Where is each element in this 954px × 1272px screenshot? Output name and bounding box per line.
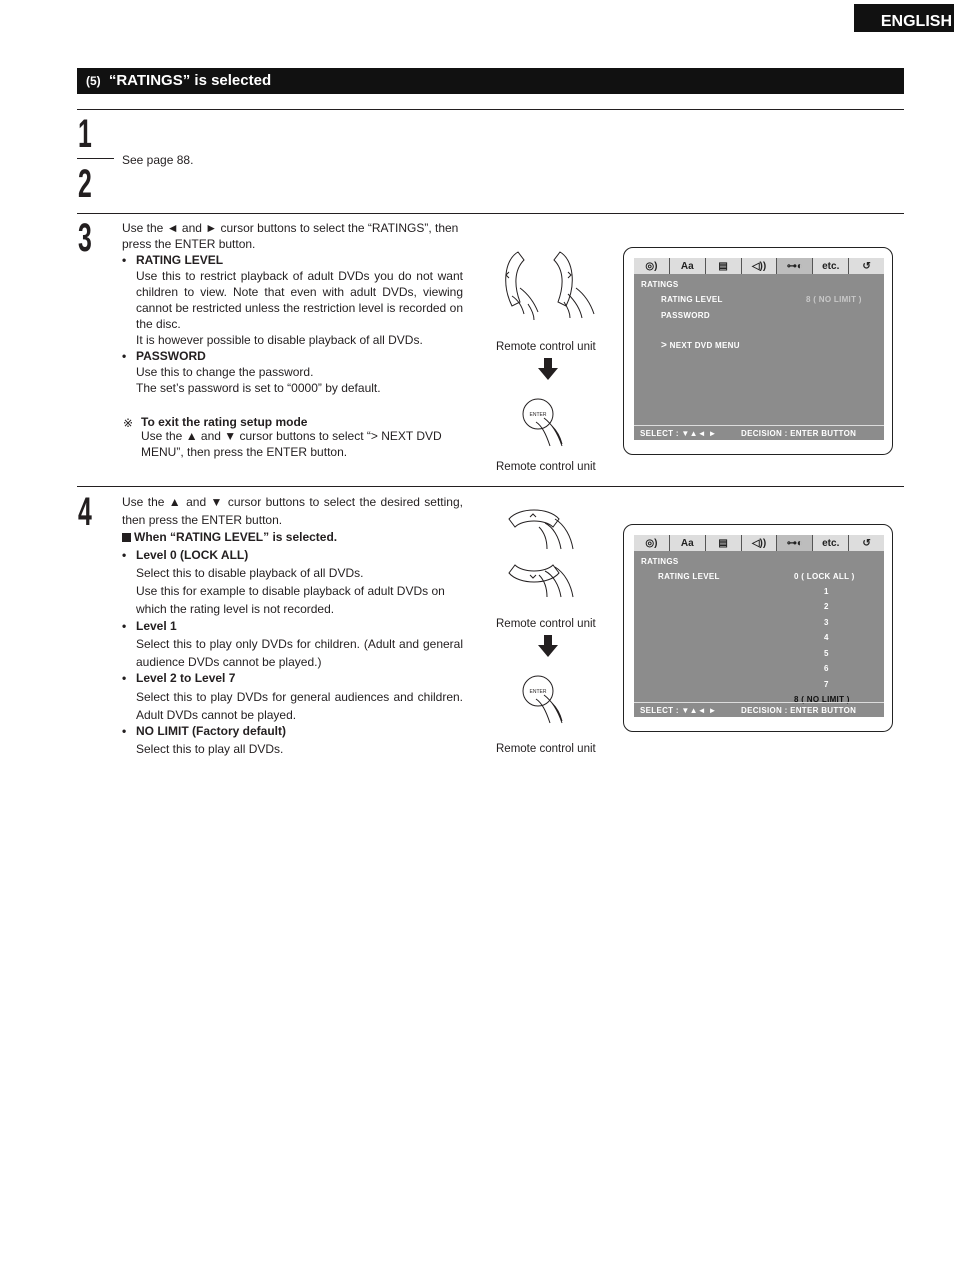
level27-heading: • Level 2 to Level 7	[136, 670, 235, 686]
osd-tab-audio-icon: ◁))	[742, 258, 778, 274]
password-heading: • PASSWORD	[136, 348, 206, 364]
osd-tab-disc-icon: ◎)	[634, 258, 670, 274]
osd2-option-6: 6	[824, 664, 829, 673]
osd2-option-7: 7	[824, 680, 829, 689]
osd-tabbar-1	[634, 258, 884, 274]
exit-heading: To exit the rating setup mode	[141, 415, 308, 429]
osd2-tab-ratings-icon: ⊶◐	[777, 535, 813, 551]
osd2-tab-etc-icon: etc.	[813, 535, 849, 551]
osd-tabbar-2	[634, 535, 884, 551]
rule-short	[77, 158, 114, 159]
step-number-1: 1	[78, 112, 92, 156]
osd-tab-return-icon: ↺	[862, 260, 871, 272]
see-page-note: See page 88.	[122, 153, 194, 167]
down-arrow-icon-2	[538, 635, 558, 657]
osd2-option-3: 3	[824, 618, 829, 627]
section-number: (5)	[86, 74, 101, 88]
step3-intro: Use the ◄ and ► cursor buttons to select the “RATINGS”, then press the ENTER button.	[122, 221, 459, 251]
osd2-footer	[634, 702, 884, 717]
language-tab: ENGLISH	[854, 4, 954, 32]
level0-text-2: Use this for example to disable playback of adult DVDs on which the rating level is not recorded.	[136, 584, 445, 616]
password-text-2: The set’s password is set to “0000” by default.	[136, 381, 381, 395]
caption-remote-1: Remote control unit	[496, 341, 596, 353]
level27-text: Select this to play DVDs for general audiences and children. Adult DVDs cannot be played.	[136, 690, 463, 722]
osd2-tab-disc-icon: ◎)	[634, 535, 670, 551]
osd-tab-display-icon: ▤	[706, 258, 742, 274]
step4-intro: Use the ▲ and ▼ cursor buttons to select the desired setting, then press the ENTER button.	[122, 495, 463, 527]
when-rating-level-text: When “RATING LEVEL” is selected.	[134, 530, 338, 544]
osd-screen-rating-level	[623, 524, 893, 732]
square-bullet-icon	[122, 533, 131, 542]
note-mark-icon: ※	[123, 416, 134, 430]
enter-label-2: ENTER	[529, 689, 547, 695]
osd2-tab-audio-icon: ◁))	[742, 535, 778, 551]
osd1-password: PASSWORD	[661, 311, 710, 320]
level0-heading: • Level 0 (LOCK ALL)	[136, 547, 248, 563]
rating-level-text-2: It is however possible to disable playback of all DVDs.	[136, 333, 423, 347]
chevron-right-icon: >	[661, 340, 668, 351]
step-number-3: 3	[78, 216, 92, 260]
osd2-decision-hint: DECISION : ENTER BUTTON	[741, 706, 857, 715]
osd2-tab-language-icon: Aa	[670, 535, 706, 551]
when-rating-level	[122, 529, 337, 545]
osd1-next-menu	[661, 340, 740, 351]
osd2-option-1: 1	[824, 587, 829, 596]
caption-remote-3: Remote control unit	[496, 618, 596, 630]
osd1-decision-hint: DECISION : ENTER BUTTON	[741, 429, 857, 438]
level0-text: Select this to disable playback of all DVDs.	[136, 566, 364, 580]
osd2-tab-return-icon: ↺	[862, 537, 871, 549]
osd2-option-8-selected: 8 ( NO LIMIT )	[794, 695, 850, 704]
section-title: “RATINGS” is selected	[108, 72, 272, 89]
enter-button-illustration	[518, 396, 574, 452]
level1-heading: • Level 1	[136, 618, 177, 634]
osd1-heading: RATINGS	[641, 280, 679, 289]
osd1-select-hint: SELECT : ▼▲◄ ►	[640, 429, 717, 438]
level1-text: Select this to play only DVDs for children. (Adult and general audience DVDs cannot be played.)	[136, 637, 463, 669]
osd2-heading: RATINGS	[641, 557, 679, 566]
caption-remote-4: Remote control unit	[496, 743, 596, 755]
nolimit-heading: • NO LIMIT (Factory default)	[136, 723, 286, 739]
osd2-option-0: 0 ( LOCK ALL )	[794, 572, 855, 581]
osd2-option-2: 2	[824, 602, 829, 611]
enter-button-illustration-2	[518, 673, 574, 729]
hands-up-down-illustration	[505, 505, 580, 607]
osd1-next-menu-text: NEXT DVD MENU	[669, 341, 740, 350]
rule-step4	[77, 486, 904, 487]
down-arrow-icon	[538, 358, 558, 380]
osd2-option-4: 4	[824, 633, 829, 642]
section-header	[77, 68, 904, 94]
rating-level-text: Use this to restrict playback of adult DVDs you do not want children to view. Note that even with adult DVDs, viewing cannot be restricted unless the restriction level is recorded on the disc.	[136, 269, 463, 331]
exit-text: Use the ▲ and ▼ cursor buttons to select “> NEXT DVD MENU”, then press the ENTER button.	[141, 429, 442, 459]
enter-label: ENTER	[529, 412, 547, 418]
osd-tab-etc-icon: etc.	[813, 258, 849, 274]
hands-left-right-illustration	[498, 246, 604, 326]
osd-tab-ratings-icon: ⊶◐	[777, 258, 813, 274]
osd2-select-hint: SELECT : ▼▲◄ ►	[640, 706, 717, 715]
step-number-4: 4	[78, 490, 92, 534]
rule-step3	[77, 213, 904, 214]
osd1-footer	[634, 425, 884, 440]
caption-remote-2: Remote control unit	[496, 461, 596, 473]
nolimit-text: Select this to play all DVDs.	[136, 742, 284, 756]
rule-top	[77, 109, 904, 110]
osd2-rating-level: RATING LEVEL	[658, 572, 720, 581]
osd2-option-5: 5	[824, 649, 829, 658]
osd-screen-ratings	[623, 247, 893, 455]
osd-display-1	[634, 258, 884, 440]
osd2-tab-display-icon: ▤	[706, 535, 742, 551]
osd1-rating-level: RATING LEVEL	[661, 295, 723, 304]
password-text: Use this to change the password.	[136, 365, 314, 379]
step-number-2: 2	[78, 162, 92, 206]
osd-display-2	[634, 535, 884, 717]
osd1-rating-value: 8 ( NO LIMIT )	[806, 295, 862, 304]
osd-tab-language-icon: Aa	[670, 258, 706, 274]
rating-level-heading: • RATING LEVEL	[136, 252, 223, 268]
